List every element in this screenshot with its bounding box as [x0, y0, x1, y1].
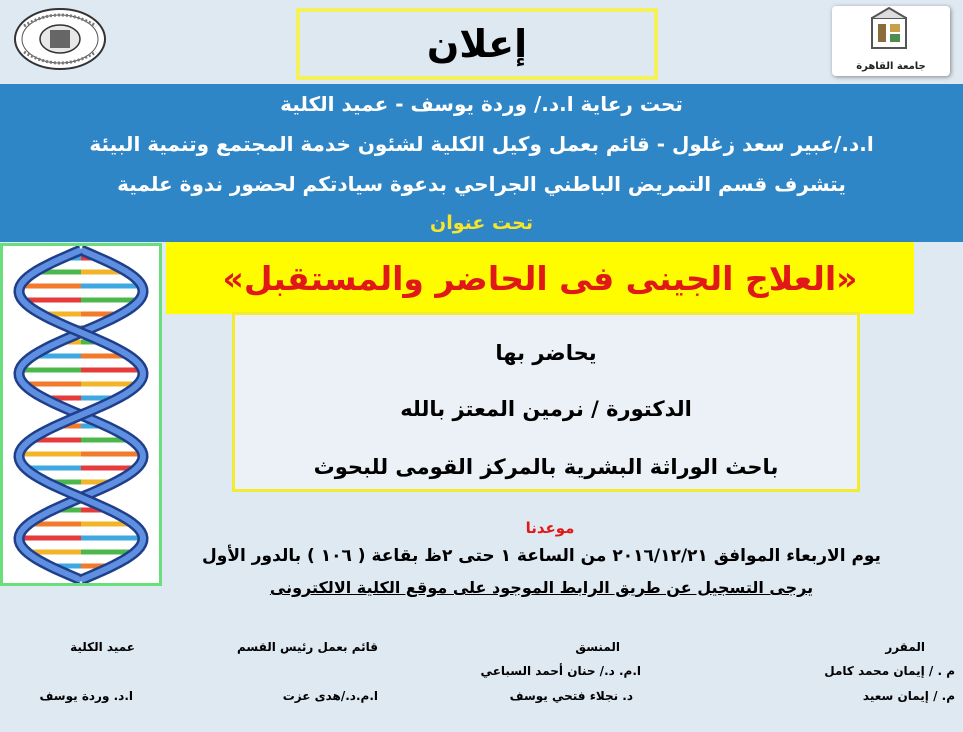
meeting-details: يوم الاربعاء الموافق ٢٠١٦/١٢/٢١ من الساعة ١ حتى ٢ظ بقاعة ( ١٠٦ ) بالدور الأول — [202, 546, 881, 566]
seminar-topic: «العلاج الجينى فى الحاضر والمستقبل» — [222, 258, 858, 298]
coordinator-name-1: ا.م. د./ حنان أحمد السباعي — [480, 664, 641, 678]
dept-head-title: قائم بعمل رئيس القسم — [237, 640, 378, 654]
announcement-title: إعلان — [426, 22, 528, 66]
subtitle-label: تحت عنوان — [430, 212, 533, 234]
rapporteur-name-1: م . / إيمان محمد كامل — [824, 664, 955, 678]
dept-head-name: ا.م.د./هدى عزت — [282, 689, 378, 703]
speaker-intro: يحاضر بها — [495, 341, 597, 365]
seminar-topic-box — [166, 242, 914, 314]
rapporteur-name-2: م. / إيمان سعيد — [862, 689, 955, 703]
invitation-band — [0, 84, 963, 242]
patronage-line: تحت رعاية ا.د./ وردة يوسف - عميد الكلية — [280, 92, 683, 116]
announcement-title-box — [296, 8, 658, 80]
speaker-name: الدكتورة / نرمين المعتز بالله — [400, 397, 692, 421]
dean-title: عميد الكلية — [70, 640, 135, 654]
speaker-affiliation: باحث الوراثة البشرية بالمركز القومى للبحوث — [313, 455, 779, 479]
coordinator-title: المنسق — [575, 640, 620, 654]
coordinator-name-2: د. نجلاء فتحي يوسف — [509, 689, 633, 703]
rapporteur-title: المقرر — [885, 640, 925, 654]
invitation-line: يتشرف قسم التمريض الباطني الجراحي بدعوة سيادتكم لحضور ندوة علمية — [117, 172, 846, 196]
faculty-logo — [12, 6, 108, 72]
logo-caption: جامعة القاهرة — [856, 61, 926, 72]
registration-note: يرجى التسجيل عن طريق الرابط الموجود على موقع الكلية الالكترونى — [269, 578, 814, 597]
meeting-title: موعدنا — [525, 519, 575, 537]
speaker-box — [232, 312, 860, 492]
vice-dean-line: ا.د./عبير سعد زغلول - قائم بعمل وكيل الكلية لشئون خدمة المجتمع وتنمية البيئة — [89, 132, 874, 156]
dean-name: ا.د. وردة يوسف — [39, 689, 133, 703]
cairo-university-logo — [832, 6, 950, 76]
